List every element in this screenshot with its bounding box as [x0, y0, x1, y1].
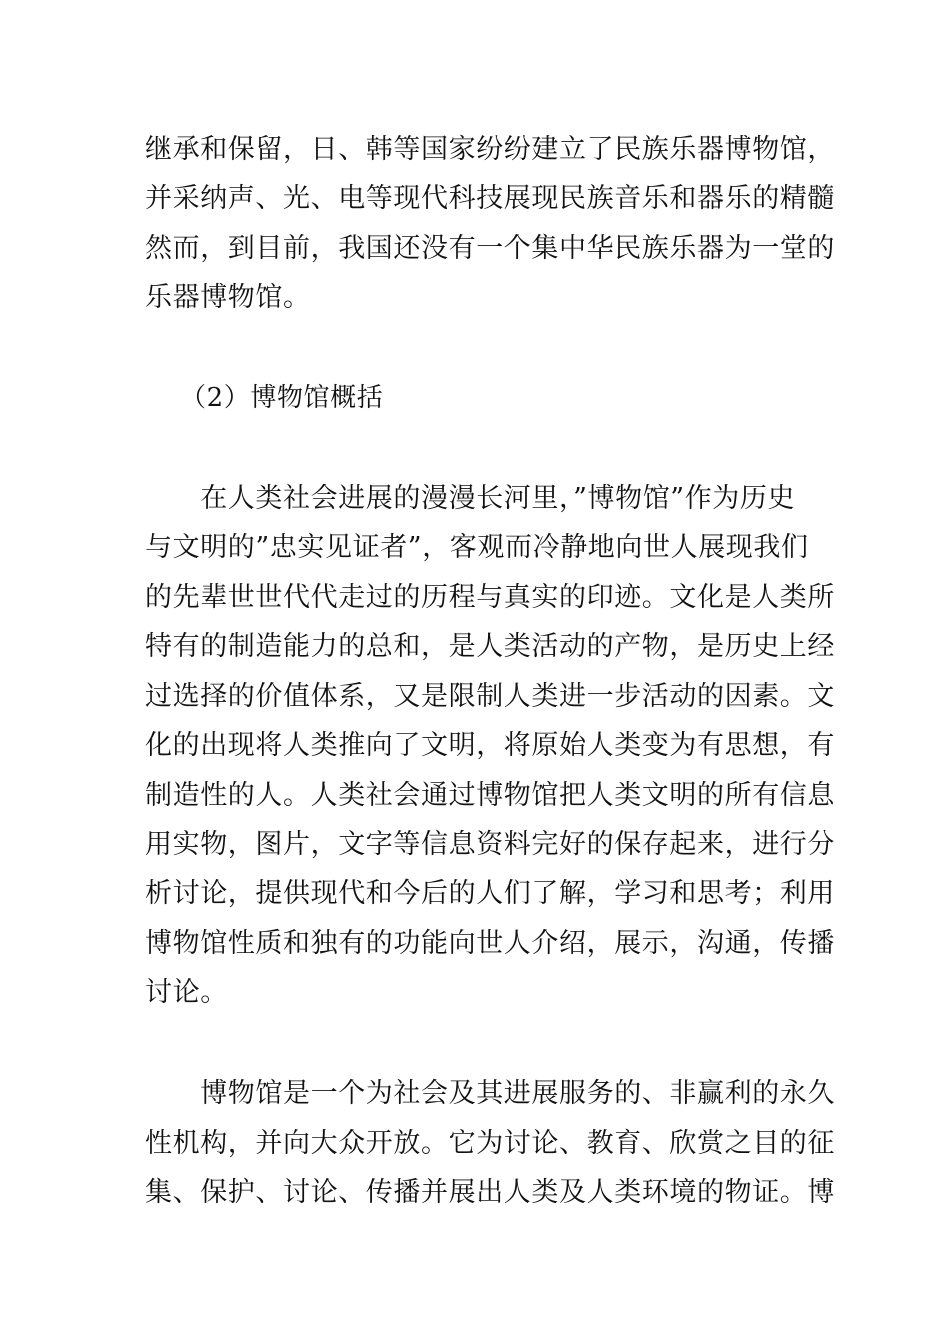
- paragraph-2-line-3: 集、保护、讨论、传播并展出人类及人类环境的物证。博: [145, 1177, 835, 1208]
- section-heading: （2）博物馆概括: [180, 383, 384, 413]
- paragraph-1-line-10: 博物馆性质和独有的功能向世人介绍，展示，沟通，传播: [145, 928, 835, 959]
- paragraph-1-line-9: 析讨论，提供现代和今后的人们了解，学习和思考；利用: [145, 878, 835, 909]
- paragraph-1-line-7: 制造性的人。人类社会通过博物馆把人类文明的所有信息: [145, 780, 835, 811]
- paragraph-2-line-2: 性机构，并向大众开放。它为讨论、教育、欣赏之目的征: [145, 1128, 835, 1159]
- paragraph-1-line-4: 特有的制造能力的总和，是人类活动的产物，是历史上经: [145, 631, 835, 662]
- intro-line-1: 继承和保留，日、韩等国家纷纷建立了民族乐器博物馆，: [145, 134, 835, 165]
- intro-line-4: 乐器博物馆。: [145, 282, 311, 313]
- paragraph-1-line-1: 在人类社会进展的漫漫长河里，”博物馆”作为历史: [145, 483, 796, 514]
- paragraph-1-line-6: 化的出现将人类推向了文明，将原始人类变为有思想，有: [145, 730, 835, 761]
- paragraph-1-line-11: 讨论。: [145, 977, 228, 1008]
- intro-line-3: 然而，到目前，我国还没有一个集中华民族乐器为一堂的: [145, 233, 835, 264]
- paragraph-1-line-2: 与文明的”忠实见证者”，客观而冷静地向世人展现我们: [145, 532, 809, 563]
- paragraph-1-line-8: 用实物，图片，文字等信息资料完好的保存起来，进行分: [145, 829, 835, 860]
- paragraph-1-line-5: 过选择的价值体系，又是限制人类进一步活动的因素。文: [145, 681, 835, 712]
- paragraph-2-line-1: 博物馆是一个为社会及其进展服务的、非赢利的永久: [145, 1078, 835, 1109]
- paragraph-1-line-3: 的先辈世世代代走过的历程与真实的印迹。文化是人类所: [145, 582, 835, 613]
- intro-line-2: 并采纳声、光、电等现代科技展现民族音乐和器乐的精髓: [145, 183, 835, 214]
